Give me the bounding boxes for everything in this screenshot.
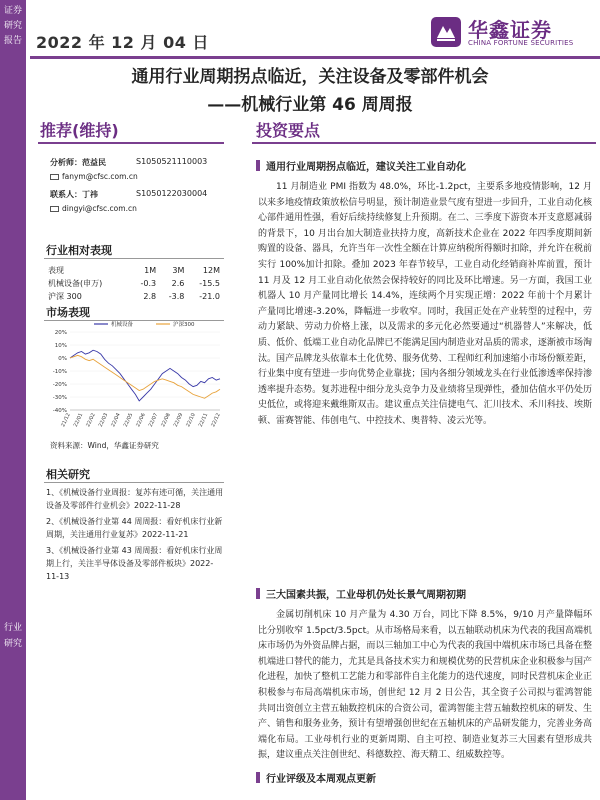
section-heading	[256, 586, 466, 601]
relative-performance-divider	[44, 258, 224, 259]
logo-text-en: CHINA FORTUNE SECURITIES	[468, 39, 574, 47]
rating-label: 推荐(维持)	[40, 121, 119, 140]
contact-email-line	[50, 204, 137, 213]
analyst-email-line	[50, 172, 138, 181]
y-tick-label: -40%	[52, 408, 67, 414]
x-tick-label: 22/02	[85, 412, 97, 428]
x-tick-label: 22/09	[172, 412, 185, 428]
mail-icon	[50, 174, 59, 180]
table-cell: 2.6	[171, 279, 185, 288]
logo-mark-icon	[430, 16, 462, 48]
legend-label: 沪深300	[173, 322, 195, 328]
table-cell: 2.8	[143, 292, 157, 301]
table-row	[46, 277, 222, 290]
analyst-email[interactable]: fanym@cfsc.com.cn	[62, 172, 138, 181]
chart-source: 资料来源：Wind，华鑫证券研究	[50, 441, 159, 450]
list-item[interactable]: 1、《机械设备行业周报：复苏有迹可循，关注通用设备及零部件行业机会》2022-11-28	[46, 488, 224, 510]
related-research-list	[46, 486, 226, 586]
contact-role: 联系人：	[50, 190, 82, 199]
section-marker-icon	[256, 588, 260, 599]
logo-text-cn: 华鑫证券	[468, 18, 552, 42]
section-heading	[256, 770, 376, 785]
section-heading-text: 行业评级及本周观点更新	[266, 774, 376, 785]
related-research-divider	[44, 482, 224, 483]
table-header: 3M	[172, 266, 185, 275]
contact-code: S1050122030004	[136, 189, 208, 198]
section-heading-text: 三大国素共振，工业母机仍处长景气周期初期	[266, 590, 466, 601]
analyst-line	[50, 157, 208, 168]
market-performance-title: 市场表现	[46, 306, 90, 319]
report-date: 2022 年 12 月 04 日	[36, 33, 209, 52]
table-cell: -15.5	[199, 279, 220, 288]
x-tick-label: 22/11	[197, 412, 210, 428]
contact-email[interactable]: dingyi@cfsc.com.cn	[62, 204, 137, 213]
rating-divider	[38, 142, 224, 144]
x-tick-label: 21/12	[60, 412, 72, 428]
sidebar	[0, 0, 26, 800]
report-subtitle: ——机械行业第 46 周周报	[207, 95, 413, 115]
list-item[interactable]: 3、《机械设备行业第 43 周周报：看好机床行业周期上行，关注半导体设备及零部件板块》2022-11-13	[46, 546, 223, 581]
table-header: 表现	[48, 266, 64, 275]
section-marker-icon	[256, 160, 260, 171]
section-heading	[256, 158, 466, 173]
header-divider	[30, 56, 600, 59]
report-title: 通用行业周期拐点临近，关注设备及零部件机会	[131, 67, 489, 87]
table-header: 12M	[202, 266, 220, 275]
sidebar-top-label: 证券研究报告	[4, 6, 23, 46]
analyst-role: 分析师：	[50, 158, 82, 167]
contact-name: 丁祎	[82, 190, 98, 199]
relative-performance-title: 行业相对表现	[46, 244, 112, 257]
table-cell: -21.0	[199, 292, 220, 301]
legend-label: 机械设备	[111, 322, 134, 328]
series-line	[70, 355, 220, 398]
table-cell: 机械设备(申万)	[48, 279, 103, 288]
x-tick-label: 22/03	[97, 412, 110, 428]
y-tick-label: -20%	[52, 382, 67, 388]
table-header: 1M	[144, 266, 157, 275]
x-tick-label: 22/05	[122, 412, 135, 428]
table-cell: 沪深 300	[48, 292, 82, 301]
section-body: 11 月制造业 PMI 指数为 48.0%，环比-1.2pct，主要系多地疫情影响，12 月以来多地疫情政策放松信号明显，预计制造业景气度有望进一步回升，工业自动化核心部件通用性强，看好后续持续修复上升预期。在二、三季度下游资本开支意愿减弱的背景下，10 月出台加大制造业扶持力度，高新技术企业在 2022 年四季度期间新购置的设备、器具，允许当年一次性全额在计算应纳税所得额时扣除，并允许在税前实行 100%加计扣除。叠加 2023 年春节较早，工业自动化经销商补库前置，预计 11 月及 12 月工业自动化依然会保持较好的同比及环比增速。另一方面，我国工业机器人 10 月产量同比增长 14.4%，连续两个月实现正增：2022 年前十个月累计产量同比增速-3.20%，降幅进一步收窄。同时，我国正处在产业转型的过程中，劳动力紧缺、劳动力价格上涨，以及需求的多元化必然要通过“机器替人”来解决，低质、低价、低端工业自动化品牌已不能满足国内制造业对品质的需求，逐渐被市场淘汰。国产品牌龙头依靠本土化优势、服务优势、工程师红利加速缩小市场份额差距，行业集中度有望进一步向优势企业靠拢；国内各细分领域龙头在行业低渗透率保持渗透率提升态势。复苏进程中细分龙头竞争力及业绩将呈现弹性，叠加估值水平仍处历史低位，或将迎来戴维斯双击。建议重点关注信捷电气、汇川技术、禾川科技、埃斯顿、雷赛智能、伟创电气、中控技术、奥普特、凌云光等。	[258, 182, 592, 426]
key-points-heading: 投资要点	[256, 121, 321, 140]
analyst-name: 范益民	[82, 158, 106, 167]
y-tick-label: -10%	[52, 369, 67, 375]
y-tick-label: -30%	[52, 395, 67, 401]
x-tick-label: 22/08	[160, 412, 172, 428]
x-tick-label: 22/01	[72, 412, 85, 428]
related-research-title: 相关研究	[46, 468, 90, 481]
y-tick-label: 20%	[54, 330, 67, 336]
market-performance-chart	[44, 318, 226, 440]
table-cell: -3.8	[168, 292, 185, 301]
x-tick-label: 22/07	[147, 412, 160, 428]
table-header-row	[46, 264, 222, 277]
contact-line	[50, 189, 208, 200]
section-heading-text: 通用行业周期拐点临近，建议关注工业自动化	[266, 162, 466, 173]
mail-icon	[50, 206, 59, 212]
y-tick-label: 0%	[58, 356, 67, 362]
list-item[interactable]: 2、《机械设备行业第 44 周周报：看好机床行业新周期，关注通用行业复苏》2022-11-21	[46, 517, 223, 539]
logo	[430, 14, 590, 52]
key-points-divider	[252, 142, 596, 144]
table-row	[46, 290, 222, 303]
y-tick-label: 10%	[54, 343, 67, 349]
analyst-code: S1050521110003	[136, 157, 208, 166]
section-body: 金属切削机床 10 月产量为 4.30 万台，同比下降 8.5%，9/10 月产量降幅环比分别收窄 1.5pct/3.5pct。从市场格局来看，以五轴联动机床为代表的我国高端机床市场仍为外资品牌占据，而以三轴加工中心为代表的我国中端机床市场已具备在整机端进口替代的能力，尤其是具备技术实力和规模优势的民营机床企业积极参与国产化进程，加快了整机工艺能力和零部件自主化能力的迭代速度，同时民营机床企业正积极参与布局高端机床市场，创世纪 12 月 2 日公告，其全资子公司拟与霍鸿智能共同出资创立主营五轴数控机床的合资公司，霍鸿智能主营五轴数控机床的研发、生产、销售和服务业务，预计有望增强创世纪在五轴机床的产品研发能力，完善业务高端化布局。工业母机行业的更新周期、自主可控、制造业复苏三大国素有望形成共振，建议重点关注创世纪、科德数控、海天精工、纽威数控等。	[258, 610, 592, 761]
table-cell: -0.3	[140, 279, 157, 288]
x-tick-label: 22/04	[110, 412, 122, 428]
x-tick-label: 22/10	[185, 412, 197, 428]
sidebar-bottom-label: 行业研究	[4, 623, 23, 649]
section-marker-icon	[256, 772, 260, 783]
x-tick-label: 22/12	[210, 412, 222, 428]
x-tick-label: 22/06	[135, 412, 147, 428]
performance-table	[46, 264, 222, 303]
